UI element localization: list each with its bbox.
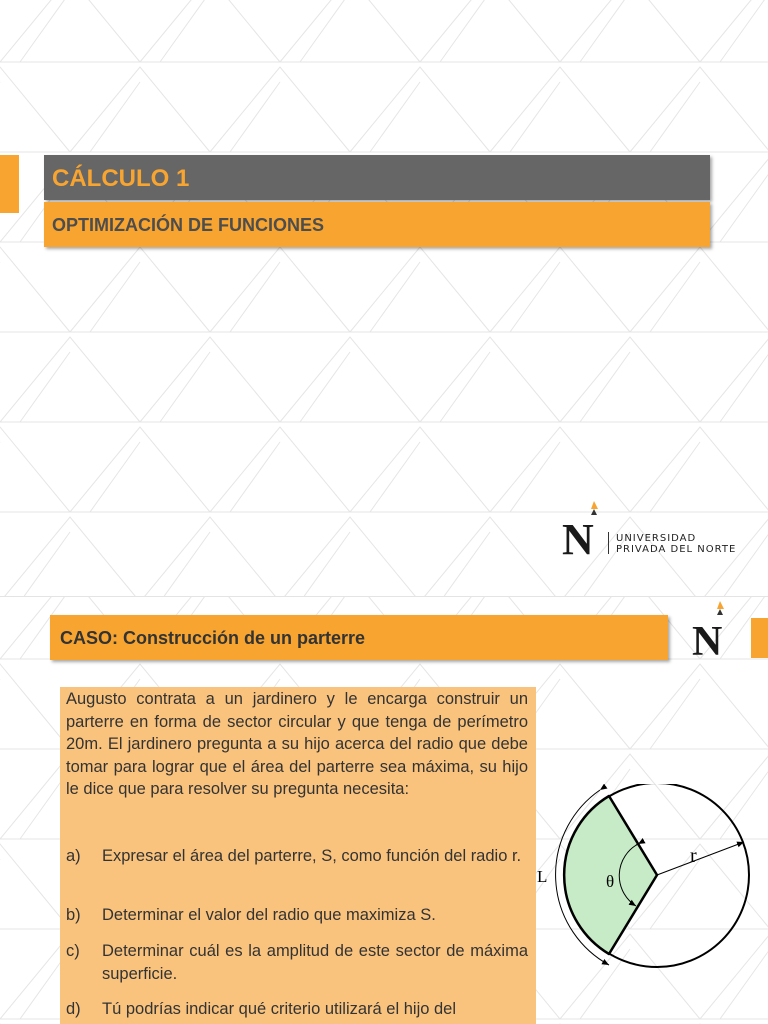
case-title: CASO: Construcción de un parterre: [60, 628, 366, 648]
upn-logo-small-icon: [690, 599, 734, 663]
subtitle-banner: [44, 202, 710, 247]
title-banner: [44, 155, 710, 200]
logo-letter: N: [692, 619, 723, 663]
logo-letter: N: [562, 515, 594, 560]
problem-statement: Augusto contrata a un jardinero y le encarga construir un parterre en forma de sector circular y que tenga de perímetro 20m. El jardinero pregunta a su hijo acerca del radio que debe tomar para lograr que el área del parterre sea máxima, su hijo le dice que para resolver su pregunta necesita:: [66, 690, 528, 798]
question-letter: c): [66, 942, 80, 960]
university-logo: [556, 496, 756, 560]
logo-word-universidad: UNIVERSIDAD: [616, 533, 697, 544]
question-text: Tú podrías indicar qué criterio utilizará el hijo del: [102, 1000, 457, 1018]
question-letter: d): [66, 1000, 81, 1018]
radius-label: r: [690, 845, 697, 867]
logo-word-privada-del-norte: PRIVADA DEL NORTE: [616, 544, 737, 555]
course-title: CÁLCULO 1: [52, 165, 190, 192]
question-text: Determinar el valor del radio que maximiza S.: [102, 906, 436, 924]
case-banner: [50, 615, 668, 660]
question-text: Expresar el área del parterre, S, como función del radio r.: [102, 847, 522, 865]
question-letter: a): [66, 847, 81, 865]
sector-diagram: [533, 784, 768, 990]
topic-subtitle: OPTIMIZACIÓN DE FUNCIONES: [52, 215, 325, 235]
arc-length-label: L: [537, 867, 548, 886]
question-letter: b): [66, 906, 81, 924]
upn-logo-mark-icon: [556, 496, 606, 560]
orange-side-tab: [0, 155, 19, 213]
case-slide: [0, 597, 768, 1024]
problem-textbox: [60, 687, 536, 1024]
orange-side-tab: [751, 618, 768, 658]
question-text: Determinar cuál es la amplitud de este sector de máxima superficie.: [102, 942, 528, 983]
radius-arrow: [657, 842, 744, 875]
angle-label: θ: [606, 872, 615, 891]
logo-separator: [608, 532, 609, 554]
